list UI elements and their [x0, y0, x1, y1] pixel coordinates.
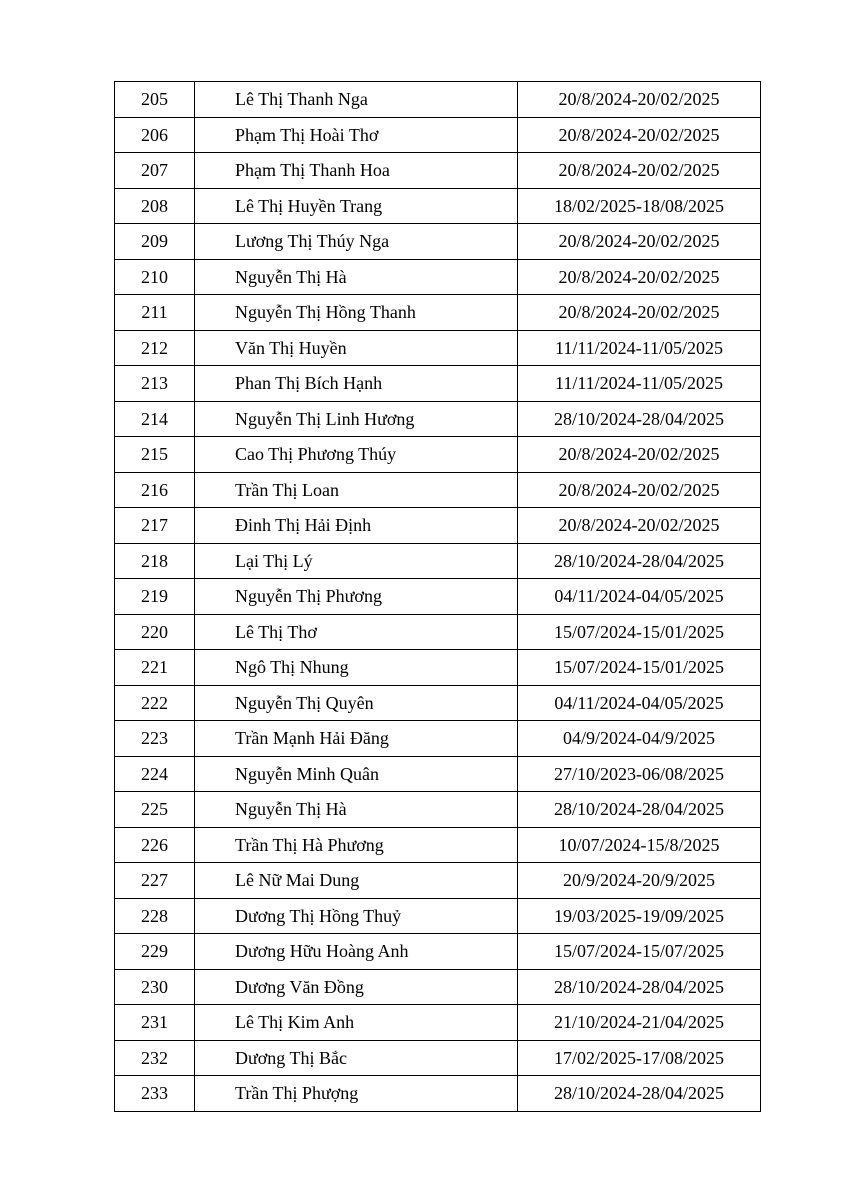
person-name: Lê Thị Thơ [195, 614, 518, 650]
person-name: Lê Thị Thanh Nga [195, 82, 518, 118]
person-name: Nguyễn Thị Hồng Thanh [195, 295, 518, 331]
date-range: 04/9/2024-04/9/2025 [518, 721, 761, 757]
row-number: 233 [115, 1076, 195, 1112]
person-name: Dương Thị Bắc [195, 1040, 518, 1076]
person-name: Dương Hữu Hoàng Anh [195, 934, 518, 970]
date-range: 20/8/2024-20/02/2025 [518, 437, 761, 473]
date-range: 28/10/2024-28/04/2025 [518, 543, 761, 579]
document-table [114, 81, 761, 1112]
row-number: 228 [115, 898, 195, 934]
person-name: Nguyễn Thị Quyên [195, 685, 518, 721]
table-row [115, 330, 761, 366]
table-row [115, 543, 761, 579]
date-range: 04/11/2024-04/05/2025 [518, 579, 761, 615]
row-number: 213 [115, 366, 195, 402]
table-row [115, 1040, 761, 1076]
person-name: Nguyễn Thị Linh Hương [195, 401, 518, 437]
person-name: Ngô Thị Nhung [195, 650, 518, 686]
row-number: 212 [115, 330, 195, 366]
person-name: Trần Mạnh Hải Đăng [195, 721, 518, 757]
date-range: 28/10/2024-28/04/2025 [518, 792, 761, 828]
person-name: Nguyễn Thị Phương [195, 579, 518, 615]
table-row [115, 295, 761, 331]
table-row [115, 401, 761, 437]
row-number: 231 [115, 1005, 195, 1041]
row-number: 221 [115, 650, 195, 686]
person-name: Văn Thị Huyền [195, 330, 518, 366]
row-number: 227 [115, 863, 195, 899]
date-range: 04/11/2024-04/05/2025 [518, 685, 761, 721]
row-number: 217 [115, 508, 195, 544]
date-range: 11/11/2024-11/05/2025 [518, 366, 761, 402]
row-number: 210 [115, 259, 195, 295]
date-range: 20/8/2024-20/02/2025 [518, 259, 761, 295]
table-row [115, 792, 761, 828]
row-number: 208 [115, 188, 195, 224]
table-row [115, 685, 761, 721]
date-range: 17/02/2025-17/08/2025 [518, 1040, 761, 1076]
row-number: 230 [115, 969, 195, 1005]
table-row [115, 650, 761, 686]
table-row [115, 259, 761, 295]
person-name: Đinh Thị Hải Định [195, 508, 518, 544]
date-range: 11/11/2024-11/05/2025 [518, 330, 761, 366]
table-row [115, 366, 761, 402]
table-row [115, 437, 761, 473]
row-number: 222 [115, 685, 195, 721]
date-range: 20/9/2024-20/9/2025 [518, 863, 761, 899]
row-number: 232 [115, 1040, 195, 1076]
date-range: 18/02/2025-18/08/2025 [518, 188, 761, 224]
person-name: Trần Thị Hà Phương [195, 827, 518, 863]
table-body [115, 82, 761, 1112]
date-range: 19/03/2025-19/09/2025 [518, 898, 761, 934]
person-name: Dương Thị Hồng Thuỷ [195, 898, 518, 934]
table-row [115, 1076, 761, 1112]
date-range: 20/8/2024-20/02/2025 [518, 117, 761, 153]
person-name: Lê Thị Kim Anh [195, 1005, 518, 1041]
date-range: 15/07/2024-15/01/2025 [518, 650, 761, 686]
person-name: Trần Thị Phượng [195, 1076, 518, 1112]
date-range: 27/10/2023-06/08/2025 [518, 756, 761, 792]
person-name: Lại Thị Lý [195, 543, 518, 579]
date-range: 20/8/2024-20/02/2025 [518, 508, 761, 544]
table-row [115, 153, 761, 189]
table-row [115, 898, 761, 934]
person-name: Lê Nữ Mai Dung [195, 863, 518, 899]
table-row [115, 472, 761, 508]
date-range: 20/8/2024-20/02/2025 [518, 153, 761, 189]
row-number: 205 [115, 82, 195, 118]
person-name: Nguyễn Minh Quân [195, 756, 518, 792]
date-range: 21/10/2024-21/04/2025 [518, 1005, 761, 1041]
table-row [115, 721, 761, 757]
table-row [115, 82, 761, 118]
row-number: 218 [115, 543, 195, 579]
table-row [115, 614, 761, 650]
table-row [115, 969, 761, 1005]
person-name: Nguyễn Thị Hà [195, 792, 518, 828]
date-range: 20/8/2024-20/02/2025 [518, 295, 761, 331]
date-range: 15/07/2024-15/01/2025 [518, 614, 761, 650]
person-name: Lê Thị Huyền Trang [195, 188, 518, 224]
person-name: Cao Thị Phương Thúy [195, 437, 518, 473]
person-name: Phan Thị Bích Hạnh [195, 366, 518, 402]
row-number: 215 [115, 437, 195, 473]
row-number: 216 [115, 472, 195, 508]
date-range: 20/8/2024-20/02/2025 [518, 82, 761, 118]
row-number: 206 [115, 117, 195, 153]
person-name: Nguyễn Thị Hà [195, 259, 518, 295]
table-row [115, 224, 761, 260]
person-name: Trần Thị Loan [195, 472, 518, 508]
person-name: Lương Thị Thúy Nga [195, 224, 518, 260]
date-range: 15/07/2024-15/07/2025 [518, 934, 761, 970]
table-row [115, 934, 761, 970]
row-number: 209 [115, 224, 195, 260]
row-number: 220 [115, 614, 195, 650]
row-number: 226 [115, 827, 195, 863]
table-row [115, 827, 761, 863]
table-row [115, 188, 761, 224]
person-name: Dương Văn Đồng [195, 969, 518, 1005]
person-name: Phạm Thị Thanh Hoa [195, 153, 518, 189]
row-number: 225 [115, 792, 195, 828]
table-row [115, 756, 761, 792]
table-row [115, 117, 761, 153]
date-range: 28/10/2024-28/04/2025 [518, 401, 761, 437]
row-number: 223 [115, 721, 195, 757]
table-row [115, 579, 761, 615]
date-range: 20/8/2024-20/02/2025 [518, 224, 761, 260]
row-number: 229 [115, 934, 195, 970]
table-row [115, 863, 761, 899]
person-name: Phạm Thị Hoài Thơ [195, 117, 518, 153]
table-row [115, 508, 761, 544]
row-number: 207 [115, 153, 195, 189]
row-number: 211 [115, 295, 195, 331]
table-row [115, 1005, 761, 1041]
date-range: 20/8/2024-20/02/2025 [518, 472, 761, 508]
row-number: 214 [115, 401, 195, 437]
row-number: 224 [115, 756, 195, 792]
date-range: 10/07/2024-15/8/2025 [518, 827, 761, 863]
date-range: 28/10/2024-28/04/2025 [518, 1076, 761, 1112]
date-range: 28/10/2024-28/04/2025 [518, 969, 761, 1005]
row-number: 219 [115, 579, 195, 615]
